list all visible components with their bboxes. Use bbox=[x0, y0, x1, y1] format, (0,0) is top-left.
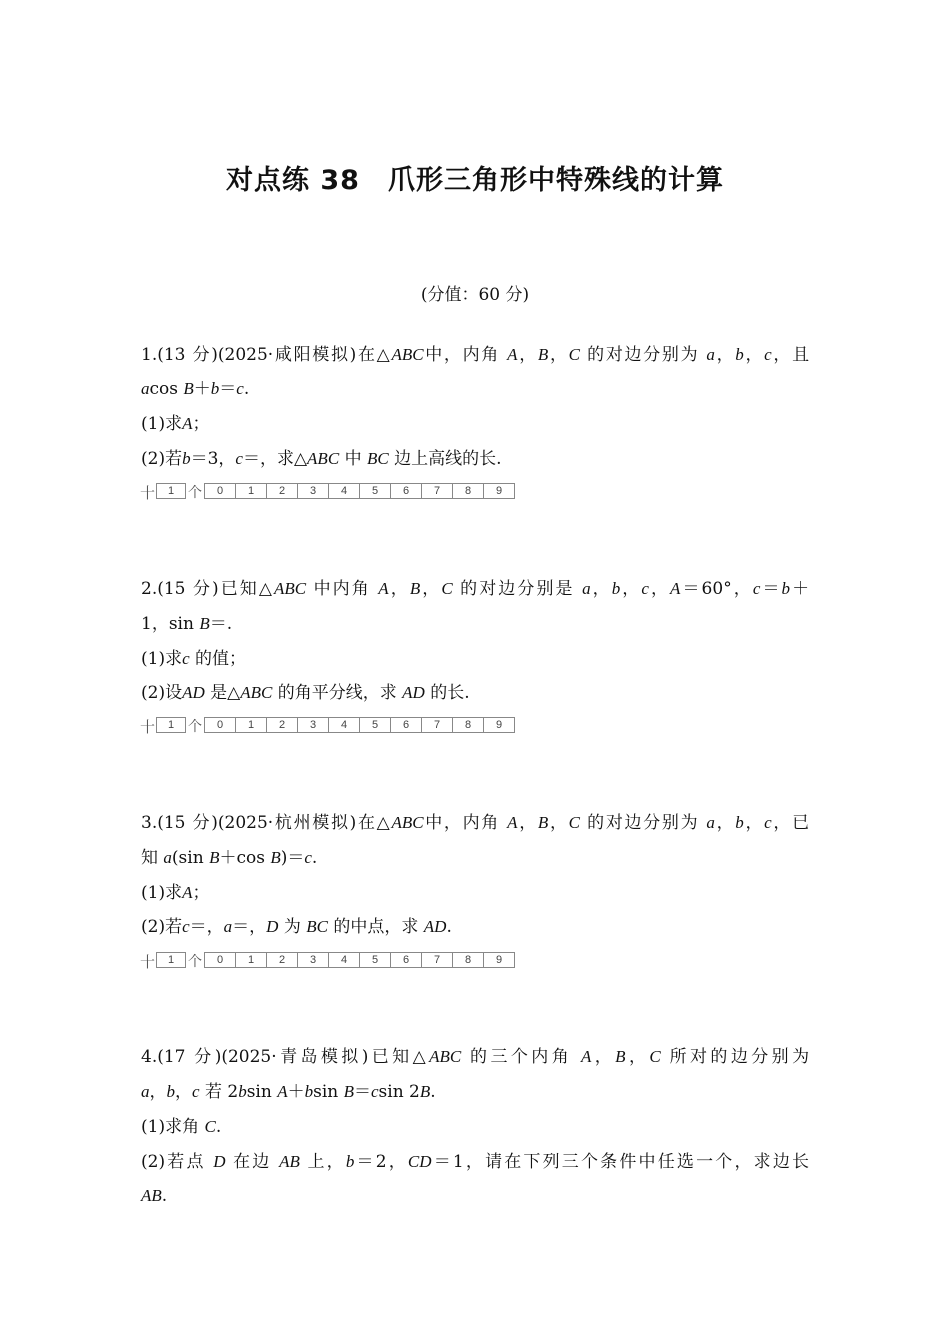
q3-part-2: (2)若c＝，a＝，D 为 BC 的中点，求 AD. bbox=[141, 917, 452, 937]
digit-box[interactable]: 4 bbox=[328, 483, 360, 499]
ones-mark: 个 bbox=[188, 954, 202, 970]
q3-line-2: 知 a(sin B＋cos B)＝c. bbox=[141, 848, 318, 868]
digit-box[interactable]: 5 bbox=[359, 483, 391, 499]
digit-box[interactable]: 3 bbox=[297, 483, 329, 499]
digit-box[interactable]: 9 bbox=[483, 483, 515, 499]
digit-box[interactable]: 8 bbox=[452, 952, 484, 968]
digit-box[interactable]: 6 bbox=[390, 717, 422, 733]
digit-box[interactable]: 0 bbox=[204, 483, 236, 499]
digit-box[interactable]: 9 bbox=[483, 952, 515, 968]
q4-part-1: (1)求角 C. bbox=[141, 1117, 222, 1137]
page-title: 对点练 38 爪形三角形中特殊线的计算 bbox=[226, 165, 724, 196]
digit-box[interactable]: 2 bbox=[266, 483, 298, 499]
digit-box[interactable]: 1 bbox=[235, 483, 267, 499]
tens-digit-box[interactable]: 1 bbox=[156, 717, 186, 733]
score-note: (分值：60 分) bbox=[420, 285, 530, 305]
digit-box[interactable]: 7 bbox=[421, 483, 453, 499]
q3-answer-grid[interactable] bbox=[140, 951, 520, 969]
q2-part-1: (1)求c 的值； bbox=[141, 649, 247, 669]
q2-line-1: 2.(15 分)已知△ABC 中内角 A，B，C 的对边分别是 a，b，c，A＝60°，c＝b＋ bbox=[141, 579, 810, 599]
tens-mark: 十 bbox=[140, 718, 156, 736]
q3-line-1: 3.(15 分)(2025·杭州模拟)在△ABC中，内角 A，B，C 的对边分别为 a，b，c，已 bbox=[141, 813, 810, 833]
digit-box[interactable]: 8 bbox=[452, 717, 484, 733]
digit-box[interactable]: 7 bbox=[421, 952, 453, 968]
q4-line-2: a，b，c 若 2bsin A＋bsin B＝csin 2B. bbox=[141, 1082, 436, 1102]
digit-box[interactable]: 0 bbox=[204, 952, 236, 968]
q1-part-1: (1)求A； bbox=[141, 414, 210, 434]
q4-part-2: (2)若点 D 在边 AB 上，b＝2，CD＝1，请在下列三个条件中任选一个，求边长 bbox=[141, 1152, 810, 1172]
q2-line-2: 1，sin B＝. bbox=[141, 614, 233, 634]
digit-box[interactable]: 5 bbox=[359, 952, 391, 968]
digit-box[interactable]: 6 bbox=[390, 952, 422, 968]
digit-box[interactable]: 9 bbox=[483, 717, 515, 733]
tens-digit-box[interactable]: 1 bbox=[156, 952, 186, 968]
digit-box[interactable]: 8 bbox=[452, 483, 484, 499]
q1-line-2: acos B＋b＝c. bbox=[141, 379, 250, 399]
digit-box[interactable]: 3 bbox=[297, 952, 329, 968]
digit-box[interactable]: 1 bbox=[235, 952, 267, 968]
q4-part-2-cont: AB. bbox=[141, 1186, 168, 1206]
digit-box[interactable]: 4 bbox=[328, 952, 360, 968]
digit-box[interactable]: 4 bbox=[328, 717, 360, 733]
ones-mark: 个 bbox=[188, 485, 202, 501]
q4-line-1: 4.(17 分)(2025·青岛模拟)已知△ABC 的三个内角 A，B，C 所对的边分别为 bbox=[141, 1047, 810, 1067]
q2-part-2: (2)设AD 是△ABC 的角平分线，求 AD 的长. bbox=[141, 683, 470, 703]
tens-mark: 十 bbox=[140, 484, 156, 502]
digit-box[interactable]: 0 bbox=[204, 717, 236, 733]
q2-answer-grid[interactable] bbox=[140, 716, 520, 734]
q3-part-1: (1)求A； bbox=[141, 883, 210, 903]
tens-mark: 十 bbox=[140, 953, 156, 971]
digit-box[interactable]: 2 bbox=[266, 717, 298, 733]
tens-digit-box[interactable]: 1 bbox=[156, 483, 186, 499]
digit-box[interactable]: 5 bbox=[359, 717, 391, 733]
q1-answer-grid[interactable] bbox=[140, 482, 520, 500]
digit-box[interactable]: 7 bbox=[421, 717, 453, 733]
digit-box[interactable]: 6 bbox=[390, 483, 422, 499]
ones-mark: 个 bbox=[188, 719, 202, 735]
digit-box[interactable]: 1 bbox=[235, 717, 267, 733]
q1-line-1: 1.(13 分)(2025·咸阳模拟)在△ABC中，内角 A，B，C 的对边分别为 a，b，c，且 bbox=[141, 345, 810, 365]
digit-box[interactable]: 2 bbox=[266, 952, 298, 968]
q1-part-2: (2)若b＝3，c＝，求△ABC 中 BC 边上高线的长. bbox=[141, 449, 502, 469]
digit-box[interactable]: 3 bbox=[297, 717, 329, 733]
